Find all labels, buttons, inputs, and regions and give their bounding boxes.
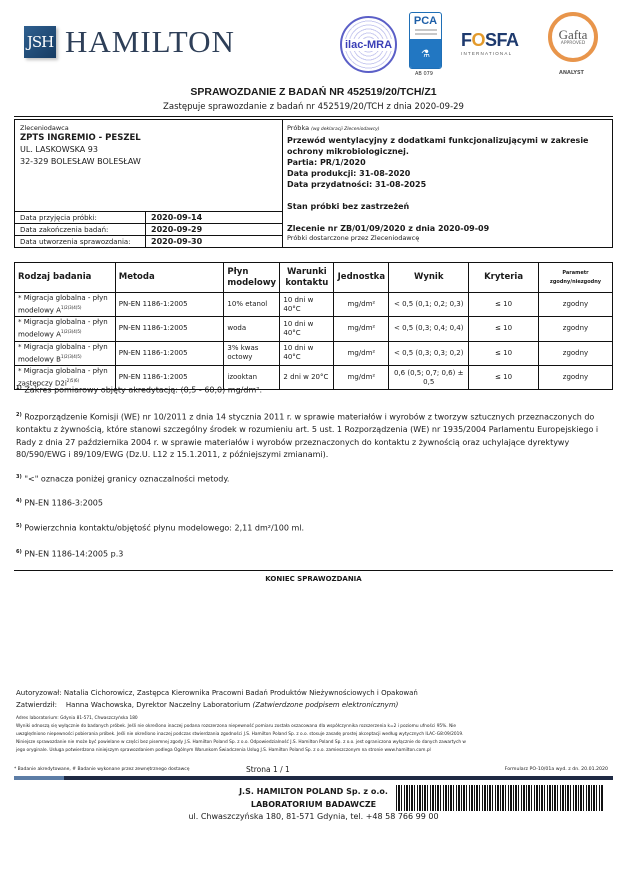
cell-test: * Migracja globalna - płyn zastępczy $D2i^{2)5)6)}$ [15, 365, 116, 389]
sample-expiry-date: Data przydatności: 31-08-2025 [287, 180, 427, 189]
client-address-line2: 32-329 BOLESŁAW BOLESŁAW [20, 157, 141, 166]
table-row [15, 341, 613, 365]
dates-table [15, 211, 283, 247]
report-title: SPRAWOZDANIE Z BADAŃ NR 452519/20/TCH/Z1 [190, 86, 437, 98]
cell-method: PN-EN 1186-1:2005 [115, 293, 224, 317]
gafta-logo: Gafta APPROVED [548, 12, 598, 62]
cell-fluid: 3% kwas octowy [224, 341, 280, 365]
footnote-refs: 2)5)6) [66, 377, 80, 383]
cell-criteria: ≤ 10 [469, 317, 539, 341]
cell-criteria: ≤ 10 [469, 341, 539, 365]
approved-by: Zatwierdził: Hanna Wachowska, Dyrektor Naczelny Laboratorium (Zatwierdzone podpisem elektronicznym) [16, 701, 399, 709]
col-header: Płyn modelowy [224, 263, 280, 293]
date-row: Data utworzenia sprawozdania: 2020-09-30 [15, 235, 283, 247]
cell-test: * Migracja globalna - płyn modelowy $A^{1)2)3)4)5)}$ [15, 293, 116, 317]
sample-section [287, 123, 607, 243]
cell-conditions: 10 dni w 40°C [280, 293, 334, 317]
cell-unit: mg/dm² [334, 317, 389, 341]
cell-fluid: 10% etanol [224, 293, 280, 317]
hamilton-logo [24, 24, 235, 60]
info-block [14, 119, 613, 248]
date-row: Data przyjęcia próbki: 2020-09-14 [15, 211, 283, 223]
barcode [396, 785, 604, 811]
sample-label: Próbka (wg deklaracji Zleceniodawcy) [287, 124, 380, 132]
client-label: Zleceniodawca [20, 124, 69, 132]
col-header: Kryteria [469, 263, 539, 293]
date-row: Data zakończenia badań: 2020-09-29 [15, 223, 283, 235]
cell-conditions: 10 dni w 40°C [280, 341, 334, 365]
col-header: Warunki kontaktu [280, 263, 334, 293]
client-address-line1: UL. LASKOWSKA 93 [20, 145, 98, 154]
col-header: Metoda [115, 263, 224, 293]
cell-criteria: ≤ 10 [469, 365, 539, 389]
client-section [15, 120, 283, 247]
form-number: Formularz PO-10/01a wyd. z dn. 20.01.2020 [504, 767, 608, 772]
company-name: J.S. HAMILTON POLAND Sp. z o.o. [239, 787, 388, 796]
authorized-by: Autoryzował: Natalia Cichorowicz, Zastępca Kierownika Pracowni Badań Produktów Nieżywnościowych i Opakowań [16, 689, 418, 697]
pca-code: AB 079 [415, 71, 433, 77]
legal-small-print: Adres laboratorium: Gdynia 81-571, Chwaszczyńska 180 Wyniki odnoszą się wyłącznie do badanych próbek. Jeśli nie określono inaczej podana rozszerzona niepewność pomiaru została oszacowana dla współczynnika rozszerzenia k=2 i poziomu ufności 95%. Nie uwzględniono niepewności pobierania próbek. Jeśli nie określono inaczej podczas stwierdzania zgodności J.S. Hamilton Poland Sp. z o.o. stosuje zasadę prostej akceptacji według wytycznych ILAC-G8:09/2019. Niniejsze sprawozdanie nie może być powielane w części bez pisemnej zgody J.S. Hamilton Poland Sp. z o.o. Odpowiedzialność J.S. Hamilton Poland Sp. z o.o. jest ograniczona wyłącznie do danych zawartych w jego oryginale. Usługa potwierdzona niniejszym sprawozdaniem podlega Ogólnym Warunkom Świadczenia Usług J.S. Hamilton Poland Sp. z o.o. zamieszczonym na stronie www.hamilton.com.pl [16, 716, 466, 753]
cell-compliance: zgodny [539, 341, 613, 365]
cell-compliance: zgodny [539, 293, 613, 317]
fosfa-logo: FOSFA INTERNATIONAL [461, 30, 519, 56]
divider [14, 116, 613, 117]
col-header: Jednostka [334, 263, 389, 293]
footer-info [14, 765, 613, 775]
table-row [15, 293, 613, 317]
results-table [14, 262, 613, 390]
col-header: Rodzaj badania [15, 263, 116, 293]
footnote: $^{3)}$ "<" oznacza poniżej granicy oznaczalności metody. [16, 474, 230, 484]
footer-bar [14, 776, 613, 780]
cell-conditions: 10 dni w 40°C [280, 317, 334, 341]
page-number: Strona 1 / 1 [246, 765, 290, 774]
cell-compliance: zgodny [539, 365, 613, 389]
cell-result: < 0,5 (0,3; 0,4; 0,4) [389, 317, 469, 341]
cell-method: PN-EN 1186-1:2005 [115, 365, 224, 389]
cell-conditions: 2 dni w 20°C [280, 365, 334, 389]
end-of-report: KONIEC SPRAWOZDANIA [265, 575, 362, 583]
footnote-refs: 1)2)3)4)5) [60, 353, 82, 359]
cell-fluid: woda [224, 317, 280, 341]
footnote: $^{1)}$ Zakres pomiarowy objęty akredytacją: (0,5 - 60,0) mg/dm². [16, 385, 262, 395]
authorization [16, 687, 418, 711]
accreditation-legend: * Badanie akredytowane, # Badanie wykonane przez zewnętrznego dostawcę [14, 767, 190, 772]
cell-fluid: izooktan [224, 365, 280, 389]
footnote: $^{2)}$ Rozporządzenie Komisji (WE) nr 10/2011 z dnia 14 stycznia 2011 r. w sprawie materiałów i wyrobów z tworzyw sztucznych przeznaczonych do kontaktu z żywnością, które stanowi szczególny środek w rozumieniu art. 5 ust. 1 Rozporządzenia (WE) nr 1935/2004 Parlamentu Europejskiego i Rady z dnia 27 października 2004 r. w sprawie materiałów i wyrobów przeznaczonych do kontaktu z żywnością oraz uchylające dyrektywy 80/590/EWG i 89/109/EWG (Dz.U. L12 z 15.1.2011, z późniejszymi zmianami). [16, 412, 599, 460]
gafta-analyst-note: ANALYST [559, 70, 584, 76]
company-address: ul. Chwaszczyńska 180, 81-571 Gdynia, tel. +48 58 766 99 00 [188, 812, 439, 821]
cell-method: PN-EN 1186-1:2005 [115, 317, 224, 341]
cell-result: 0,6 (0,5; 0,7; 0,6) ± 0,5 [389, 365, 469, 389]
cell-unit: mg/dm² [334, 365, 389, 389]
footnote-refs: 1)2)3)4)5) [60, 329, 82, 335]
cell-test: * Migracja globalna - płyn modelowy $A^{1)2)3)4)5)}$ [15, 317, 116, 341]
table-row [15, 317, 613, 341]
order-number: Zlecenie nr ZB/01/09/2020 z dnia 2020-09-09 [287, 224, 490, 233]
sample-description: Przewód wentylacyjny z dodatkami funkcjonalizującymi w zakresie ochrony mikrobiologicznej. [287, 136, 589, 156]
accreditation-logos [337, 10, 622, 80]
pca-logo: PCA ⚗ [409, 12, 442, 69]
client-name: ZPTS INGREMIO - PESZEL [20, 133, 141, 143]
cell-criteria: ≤ 10 [469, 293, 539, 317]
footnote: $^{4)}$ PN-EN 1186-3:2005 [16, 498, 103, 508]
cell-test: * Migracja globalna - płyn modelowy $B^{1)2)3)4)5)}$ [15, 341, 116, 365]
sample-condition: Stan próbki bez zastrzeżeń [287, 202, 410, 211]
cell-result: < 0,5 (0,3; 0,3; 0,2) [389, 341, 469, 365]
hamilton-logo-text: HAMILTON [65, 24, 235, 59]
cell-result: < 0,5 (0,1; 0,2; 0,3) [389, 293, 469, 317]
divider [14, 570, 613, 571]
cell-unit: mg/dm² [334, 341, 389, 365]
flask-icon: ⚗ [410, 39, 441, 69]
col-header: Wynik [389, 263, 469, 293]
cell-compliance: zgodny [539, 317, 613, 341]
report-subtitle: Zastępuje sprawozdanie z badań nr 452519/20/TCH z dnia 2020-09-29 [163, 102, 464, 112]
table-header-row [15, 263, 613, 293]
cell-unit: mg/dm² [334, 293, 389, 317]
sample-delivery: Próbki dostarczone przez Zleceniodawcę [287, 234, 420, 242]
ilac-mra-logo: ilac-MRA [340, 16, 397, 73]
sample-batch: Partia: PR/1/2020 [287, 158, 366, 167]
sample-production-date: Data produkcji: 31-08-2020 [287, 169, 411, 178]
jsh-logo-mark: JSH [24, 26, 56, 58]
footnote: $^{6)}$ PN-EN 1186-14:2005 p.3 [16, 549, 124, 559]
col-header: Parametr zgodny/niezgodny [539, 263, 613, 293]
lab-name: LABORATORIUM BADAWCZE [250, 799, 377, 809]
footnote-refs: 1)2)3)4)5) [60, 305, 82, 310]
cell-method: PN-EN 1186-1:2005 [115, 341, 224, 365]
footnote: $^{5)}$ Powierzchnia kontaktu/objętość płynu modelowego: 2,11 dm²/100 ml. [16, 523, 305, 533]
